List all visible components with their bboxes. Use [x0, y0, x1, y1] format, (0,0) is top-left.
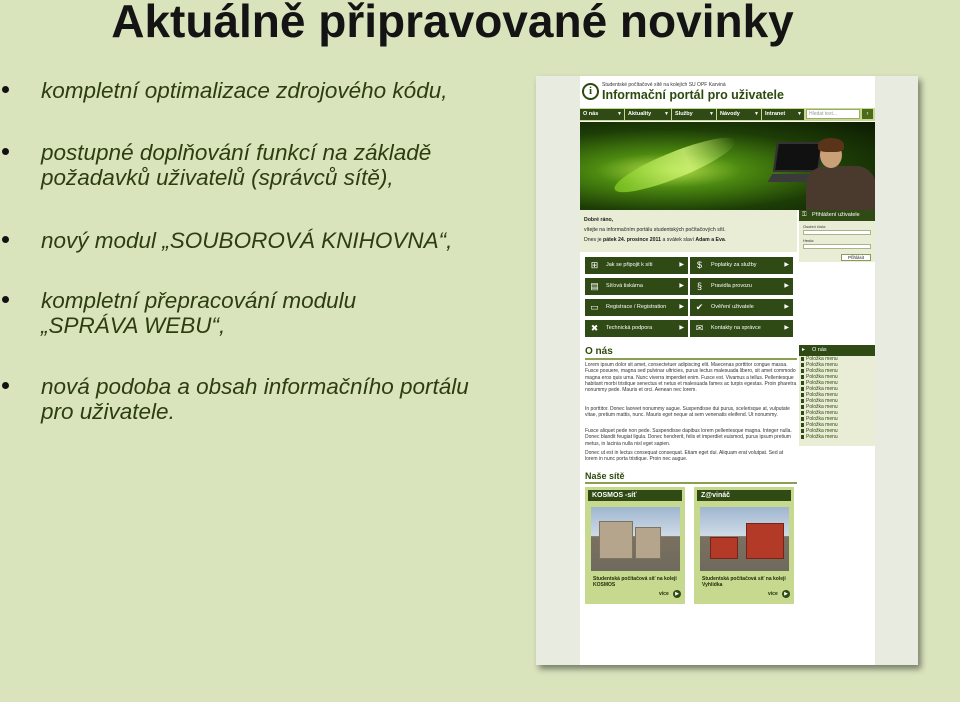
date-prefix: Dnes je — [584, 237, 602, 243]
side-menu-heading — [799, 345, 875, 356]
side-menu-item[interactable]: Položka menu — [801, 422, 838, 428]
user-label: Osobní číslo: — [803, 224, 827, 229]
portal-screenshot — [536, 76, 918, 665]
arrow-right-icon: ▶ — [784, 262, 789, 268]
welcome-line: vítejte na informačním portálu studentských počítačových sítí. — [584, 227, 726, 233]
quick-button-fees[interactable] — [690, 257, 793, 274]
quick-button-label: Jak se připojit k síti — [606, 262, 653, 268]
building-photo — [591, 507, 680, 571]
login-button[interactable]: Přihlásit — [841, 254, 871, 261]
building-graphic — [599, 521, 633, 559]
more-link[interactable]: více — [768, 591, 778, 597]
bullet-dot-icon — [2, 382, 9, 389]
nav-label: Návody — [720, 111, 740, 117]
info-icon: i — [582, 83, 599, 100]
check-icon: ✔ — [695, 302, 704, 312]
chevron-down-icon: ▼ — [797, 111, 802, 117]
printer-icon: ▤ — [590, 281, 599, 291]
bullet-dot-icon — [2, 148, 9, 155]
money-icon: $ — [696, 260, 702, 270]
bullet-text: nový modul „SOUBOROVÁ KNIHOVNA“, — [41, 228, 453, 253]
welcome-box — [580, 210, 797, 252]
chevron-down-icon: ▼ — [617, 111, 622, 117]
portal-header-subtitle: Studentské počítačové sítě na kolejích SU OPF Karviná — [602, 82, 726, 88]
slide-title: Aktuálně připravované novinky — [111, 0, 794, 47]
side-menu-item[interactable]: Položka menu — [801, 386, 838, 392]
network-card-caption: Studentská počítačová síť na koleji Vyhlídka — [702, 576, 786, 588]
search-input[interactable]: Hledat text... — [806, 109, 860, 119]
password-field[interactable] — [803, 244, 871, 249]
arrow-right-icon: › — [866, 111, 869, 117]
quick-button-rules[interactable] — [690, 278, 793, 295]
arrow-right-icon[interactable]: ▶ — [782, 590, 790, 598]
date-mid: a svátek slaví — [662, 237, 694, 243]
building-graphic — [710, 537, 738, 559]
quick-button-verify[interactable] — [690, 299, 793, 316]
bullet-text: kompletní přepracování modulu „SPRÁVA WEBU“, — [41, 288, 357, 338]
nav-item-o-nas[interactable] — [580, 109, 624, 120]
quick-button-label: Pravidla provozu — [711, 283, 752, 289]
side-menu — [799, 356, 875, 446]
network-card-caption: Studentská počítačová síť na koleji KOSMOS — [593, 576, 677, 588]
about-heading: O nás — [585, 346, 613, 357]
more-link[interactable]: více — [659, 591, 669, 597]
side-menu-item[interactable]: Položka menu — [801, 398, 838, 404]
side-menu-item[interactable]: Položka menu — [801, 374, 838, 380]
nav-label: O nás — [583, 111, 599, 117]
date-suffix: . — [724, 237, 727, 243]
side-menu-item[interactable]: Položka menu — [801, 410, 838, 416]
quick-button-label: Kontakty na správce — [711, 325, 761, 331]
login-heading — [799, 210, 875, 221]
network-card-kosmos[interactable] — [585, 487, 685, 604]
mail-icon: ✉ — [695, 323, 704, 333]
monitor-icon: ▭ — [590, 302, 599, 312]
quick-button-support[interactable] — [585, 320, 688, 337]
about-paragraph: Lorem ipsum dolor sit amet, consectetuer adipiscing elit. Maecenas porttitor congue massa. Fusce posuere, magna sed pulvinar ultricies, purus lectus malesuada libero, sit amet commodo magna eros quis urna. Nunc viverra imperdiet enim. Fusce est. Vivamus a tellus. Pellentesque habitant morbi tristique senectus et netus et malesuada fames ac turpis egestas. Proin pharetra nonummy pede. Mauris et orci. Aenean nec lorem. — [585, 362, 797, 394]
nav-label: Intranet — [765, 111, 786, 117]
bullet-text: postupné doplňování funkcí na základě požadavků uživatelů (správců sítě), — [41, 140, 432, 190]
nav-item-sluzby[interactable] — [672, 109, 716, 120]
divider — [585, 482, 797, 484]
arrow-right-icon: ▶ — [679, 283, 684, 289]
quick-button-label: Síťová tiskárna — [606, 283, 643, 289]
quick-button-printer[interactable] — [585, 278, 688, 295]
hero-leaf-graphic — [610, 129, 740, 202]
chevron-down-icon: ▼ — [754, 111, 759, 117]
nav-label: Aktuality — [628, 111, 652, 117]
arrow-right-icon: ▶ — [784, 283, 789, 289]
chevron-down-icon: ▼ — [709, 111, 714, 117]
arrow-right-icon: ▶ — [679, 325, 684, 331]
portal-page — [580, 76, 875, 665]
building-graphic — [635, 527, 661, 559]
bullet-dot-icon — [2, 86, 9, 93]
bullet-dot-icon — [2, 296, 9, 303]
arrow-right-icon: ▶ — [784, 325, 789, 331]
divider — [585, 358, 797, 360]
arrow-right-icon: ▶ — [679, 262, 684, 268]
bullet-text: kompletní optimalizace zdrojového kódu, — [41, 78, 448, 103]
side-menu-item[interactable]: Položka menu — [801, 428, 838, 434]
quick-button-label: Poplatky za služby — [711, 262, 757, 268]
paragraph-icon: § — [696, 281, 702, 291]
nav-item-navody[interactable] — [717, 109, 761, 120]
user-field[interactable] — [803, 230, 871, 235]
nameday-value: Adam a Eva — [695, 237, 725, 243]
nets-heading: Naše sítě — [585, 471, 625, 481]
quick-button-label: Technická podpora — [606, 325, 653, 331]
date-line — [584, 235, 793, 245]
bullet-text: nová podoba a obsah informačního portálu pro uživatele. — [41, 374, 469, 424]
side-menu-item[interactable]: Položka menu — [801, 392, 838, 398]
login-title: Přihlášení uživatele — [812, 212, 860, 218]
about-paragraph: Fusce aliquet pede non pede. Suspendisse dapibus lorem pellentesque magna. Integer nulla. Donec blandit feugiat ligula. Donec hendrerit, felis et imperdiet euismod, purus ipsum pretium metus, in lacinia nulla nisl eget sapien. — [585, 428, 792, 447]
building-photo — [700, 507, 789, 571]
network-icon: ⊞ — [590, 260, 599, 270]
chevron-right-icon: ▸ — [802, 347, 806, 353]
search-button[interactable] — [862, 109, 873, 119]
arrow-right-icon: ▶ — [679, 304, 684, 310]
nav-label: Služby — [675, 111, 693, 117]
chevron-down-icon: ▼ — [664, 111, 669, 117]
password-label: Heslo: — [803, 238, 815, 243]
about-paragraph: Donec ut est in lectus consequat consequat. Etiam eget dui. Aliquam erat volutpat. Sed at lorem in nunc porta tristique. Proin nec augue. — [585, 450, 784, 463]
building-graphic — [746, 523, 784, 559]
quick-button-registration[interactable] — [585, 299, 688, 316]
date-value: pátek 24. prosince 2011 — [603, 237, 662, 243]
hero-banner — [580, 122, 875, 210]
side-menu-item[interactable]: Položka menu — [801, 404, 838, 410]
quick-button-contacts[interactable] — [690, 320, 793, 337]
side-menu-item[interactable]: Položka menu — [801, 380, 838, 386]
network-card-zavinac[interactable] — [694, 487, 794, 604]
side-menu-item[interactable]: Položka menu — [801, 362, 838, 368]
about-paragraph: In porttitor. Donec laoreet nonummy augue. Suspendisse dui purus, scelerisque at, vulputate vitae, pretium mattis, nunc. Mauris eget neque at sem venenatis eleifend. Ut nonummy. — [585, 406, 790, 419]
side-menu-item[interactable]: Položka menu — [801, 434, 838, 440]
tools-icon: ✖ — [590, 323, 599, 333]
nav-item-aktuality[interactable] — [625, 109, 671, 120]
side-menu-title: O nás — [812, 347, 827, 353]
portal-nav-bar — [580, 108, 875, 121]
side-menu-item[interactable]: Položka menu — [801, 356, 838, 362]
quick-button-connect[interactable] — [585, 257, 688, 274]
network-card-title[interactable]: KOSMOS -síť — [588, 490, 682, 501]
quick-button-label: Ověření uživatele — [711, 304, 754, 310]
key-icon: ⚿ — [802, 212, 807, 218]
side-menu-item[interactable]: Položka menu — [801, 368, 838, 374]
side-menu-item[interactable]: Položka menu — [801, 416, 838, 422]
network-card-title[interactable]: Z@vináč — [697, 490, 791, 501]
nav-item-intranet[interactable] — [762, 109, 804, 120]
arrow-right-icon: ▶ — [784, 304, 789, 310]
welcome-greeting: Dobré ráno, — [584, 217, 614, 223]
person-graphic — [806, 166, 875, 210]
arrow-right-icon[interactable]: ▶ — [673, 590, 681, 598]
portal-header-title[interactable]: Informační portál pro uživatele — [602, 88, 784, 102]
person-hair-graphic — [818, 138, 844, 152]
login-form — [799, 221, 875, 262]
quick-button-label: Registrace / Registration — [606, 304, 667, 310]
bullet-dot-icon — [2, 236, 9, 243]
